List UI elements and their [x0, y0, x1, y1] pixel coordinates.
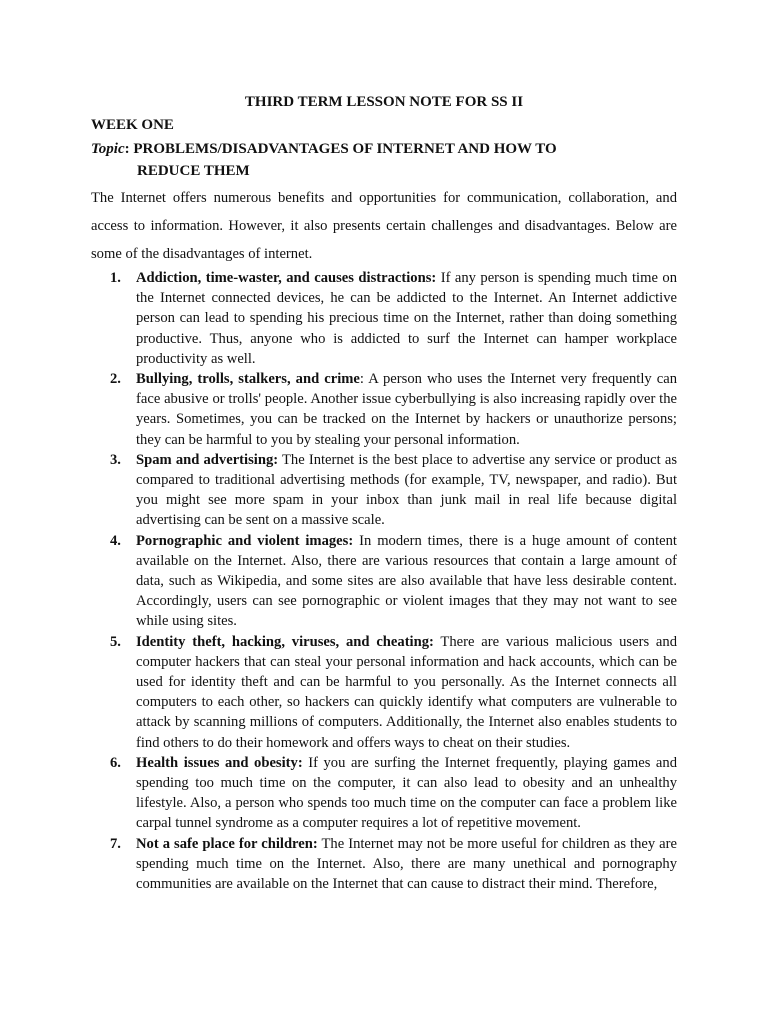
list-item-body: : A person who uses the Internet very frequently can face abusive or trolls' people. Another issue cyberbullying is also increasing rapidly over the years. Sometimes, you can be tracked on the Internet by hackers or unauthorize persons; they can be harmful to you by stealing your personal information. [136, 371, 677, 448]
topic-colon: : [124, 141, 134, 157]
list-item [91, 834, 677, 895]
list-item-number: 5. [110, 633, 121, 650]
list-item-number: 4. [110, 532, 121, 549]
list-item-heading: Identity theft, hacking, viruses, and cheating: [136, 633, 434, 650]
list-item-body: The Internet is the best place to advertise any service or product as compared to traditional advertising methods (for example, TV, newspaper, and radio). But you might see more spam in your inbox than junk mail in real life because digital advertising can be sent on a massive scale. [136, 451, 677, 529]
intro-paragraph: The Internet offers numerous benefits and opportunities for communication, collaboration, and access to information. However, it also presents certain challenges and disadvantages. Below are some of the disadvantages of internet. [91, 190, 677, 262]
list-item-number: 3. [110, 451, 121, 468]
list-item-number: 7. [110, 835, 121, 852]
list-item-number: 1. [110, 270, 121, 286]
list-item-body: There are various malicious users and computer hackers that can steal your personal information and hack accounts, which can be used for identity theft and can be harmful to you personally. As the Internet connects all computers to each other, so hackers can quickly identify what computers are vulnerable to attack by scanning millions of computers. Additionally, the Internet also enables students to find others to do their homework and offers ways to cheat on their studies. [136, 633, 677, 751]
topic-heading [91, 138, 557, 182]
document-title: THIRD TERM LESSON NOTE FOR SS II [244, 94, 524, 110]
list-item [91, 632, 677, 753]
list-item-heading: Pornographic and violent images: [136, 532, 354, 549]
list-item-heading: Health issues and obesity: [136, 754, 303, 771]
list-item-number: 2. [110, 371, 121, 388]
list-item-heading: Bullying, trolls, stalkers, and crime [136, 371, 360, 388]
list-item-body: If any person is spending much time on the Internet connected devices, he can be addicted to the Internet. An Internet addictive person can lead to spending his precious time on the Internet, rather than doing something productive. Thus, anyone who is addicted to surf the Internet can hamper workplace productivity as well. [136, 270, 677, 367]
list-item-heading: Not a safe place for children: [136, 835, 318, 852]
list-item-body: In modern times, there is a huge amount of content available on the Internet. Also, there are various resources that contain a large amount of data, such as Wikipedia, and some sites are also available that have less desirable content. Accordingly, users can see pornographic or violent images that they may not want to see while using sites. [136, 532, 677, 630]
list-item-number: 6. [110, 754, 121, 771]
list-item-body: The Internet may not be more useful for children as they are spending much time on the Internet. Also, there are many unethical and pornography communities are available on the Internet that can cause to distract their mind. Therefore, [136, 835, 678, 893]
disadvantages-list [91, 268, 677, 894]
list-item [91, 268, 677, 369]
list-item-heading: Addiction, time-waster, and causes distractions: [136, 270, 437, 286]
topic-label: Topic [91, 141, 125, 157]
topic-line-2: REDUCE THEM [137, 163, 250, 179]
topic-line-1: PROBLEMS/DISADVANTAGES OF INTERNET AND HOW TO [133, 141, 557, 157]
list-item [91, 753, 677, 834]
week-heading: WEEK ONE [91, 117, 174, 133]
list-item [91, 369, 677, 450]
list-item [91, 450, 677, 531]
list-item-body: If you are surfing the Internet frequently, playing games and spending too much time on the computer, it can also lead to obesity and an unhealthy lifestyle. Also, a person who spends too much time on the computer can face a problem like carpal tunnel syndrome as a computer requires a lot of repetitive movement. [136, 754, 677, 832]
list-item [91, 531, 677, 632]
list-item-heading: Spam and advertising: [136, 451, 279, 468]
